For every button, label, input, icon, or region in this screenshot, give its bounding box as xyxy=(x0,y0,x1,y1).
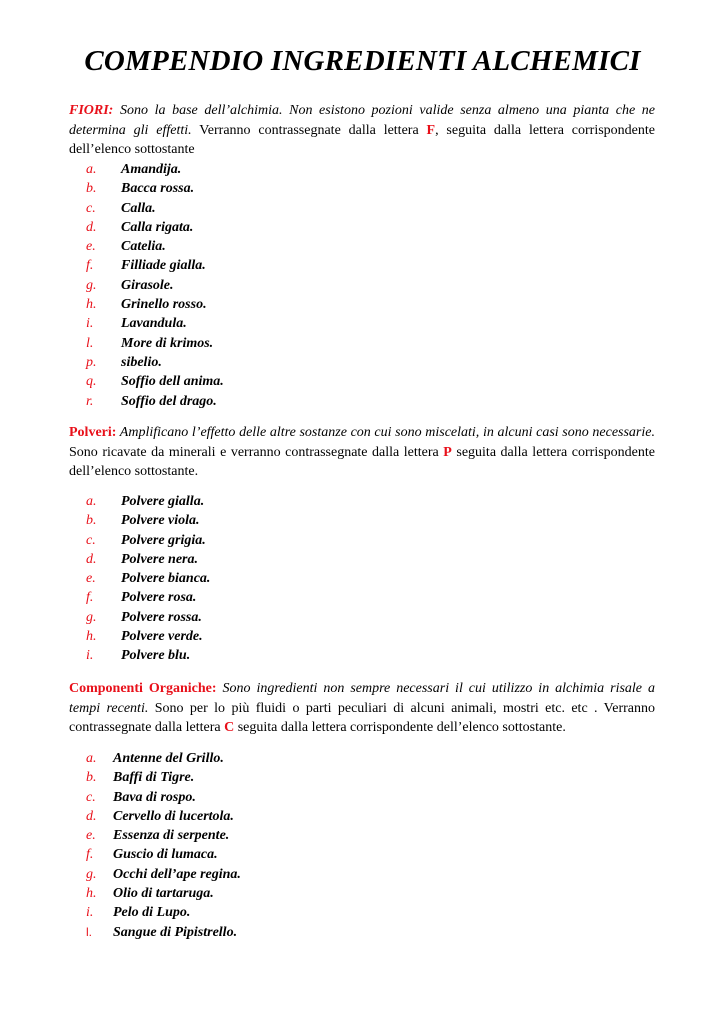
list-item xyxy=(86,749,241,768)
list-marker: a. xyxy=(86,162,97,177)
organiche-letter: C xyxy=(224,720,235,735)
ingredient-name: Bava di rospo. xyxy=(113,789,196,805)
list-item xyxy=(86,199,224,218)
list-marker: d. xyxy=(86,551,97,567)
list-item xyxy=(86,334,224,353)
list-item xyxy=(86,923,241,942)
list-marker: c. xyxy=(86,789,96,805)
page-title: COMPENDIO INGREDIENTI ALCHEMICI xyxy=(84,45,641,77)
list-item xyxy=(86,865,241,884)
list-item xyxy=(86,807,241,826)
list-item xyxy=(86,237,224,256)
list-item xyxy=(86,608,210,627)
ingredient-name: Polvere viola. xyxy=(121,513,200,529)
list-marker: h. xyxy=(86,886,97,902)
list-item xyxy=(86,627,210,646)
list-item xyxy=(86,392,224,411)
ingredient-name: Polvere bianca. xyxy=(121,571,211,587)
ingredient-name: Grinello rosso. xyxy=(121,297,207,313)
polveri-paragraph xyxy=(69,423,655,482)
ingredient-name: Girasole. xyxy=(121,277,174,293)
organiche-label: Componenti Organiche: xyxy=(69,681,217,696)
ingredient-name: Pelo di Lupo. xyxy=(113,905,191,921)
ingredient-name: Calla. xyxy=(121,200,156,216)
list-item xyxy=(86,160,224,179)
ingredient-name: Bacca rossa. xyxy=(121,181,195,197)
list-marker: b. xyxy=(86,770,97,786)
ingredient-name: Olio di tartaruga. xyxy=(113,886,214,902)
fiori-paragraph xyxy=(69,101,655,160)
polveri-label: Polveri: xyxy=(69,425,117,440)
ingredient-name: Polvere nera. xyxy=(121,551,198,567)
list-item xyxy=(86,646,210,665)
list-item xyxy=(86,179,224,198)
list-item xyxy=(86,276,224,295)
ingredient-name: Filliade gialla. xyxy=(121,258,206,274)
list-marker: i. xyxy=(86,648,94,664)
list-marker: e. xyxy=(86,571,96,587)
ingredient-name: Polvere blu. xyxy=(121,648,191,664)
ingredient-name: Cervello di lucertola. xyxy=(113,808,234,824)
list-item xyxy=(86,314,224,333)
list-item xyxy=(86,550,210,569)
polveri-intro: Amplificano l’effetto delle altre sostanze con cui sono miscelati, in alcuni casi sono necessarie. xyxy=(116,425,655,440)
list-marker: e. xyxy=(86,828,96,844)
fiori-text-before: Verranno contrassegnate dalla lettera xyxy=(191,122,427,138)
list-marker: d. xyxy=(86,219,97,235)
list-item xyxy=(86,372,224,391)
list-marker: c. xyxy=(86,532,96,548)
list-marker: r. xyxy=(86,393,94,409)
list-marker: i. xyxy=(86,905,94,921)
list-item xyxy=(86,492,210,511)
polveri-text-after: seguita dalla lettera corrispondente dell’elenco sottostante. xyxy=(69,444,655,479)
ingredient-name: More di krimos. xyxy=(121,335,214,351)
ingredient-name: Polvere rossa. xyxy=(121,609,202,625)
ingredient-name: Essenza di serpente. xyxy=(113,828,230,844)
list-marker: p. xyxy=(86,354,97,370)
list-marker: h. xyxy=(86,297,97,313)
list-item xyxy=(86,768,241,787)
list-item xyxy=(86,845,241,864)
list-marker: f. xyxy=(86,590,94,606)
list-marker: a. xyxy=(86,494,97,509)
ingredient-name: Polvere gialla. xyxy=(121,494,205,509)
polveri-list xyxy=(86,492,210,666)
list-marker: c. xyxy=(86,200,96,216)
list-marker: g. xyxy=(86,277,97,293)
ingredient-name: Polvere rosa. xyxy=(121,590,197,606)
ingredient-name: Soffio del drago. xyxy=(121,393,217,409)
list-marker: a. xyxy=(86,751,97,766)
ingredient-name: Calla rigata. xyxy=(121,219,194,235)
organiche-paragraph xyxy=(69,679,655,738)
list-item xyxy=(86,353,224,372)
polveri-letter: P xyxy=(443,444,452,460)
ingredient-name: Guscio di lumaca. xyxy=(113,847,218,863)
fiori-label: FIORI: xyxy=(69,103,114,118)
list-item xyxy=(86,569,210,588)
organiche-text-before: Sono per lo più fluidi o parti peculiari di alcuni animali, mostri etc. etc . Verranno contrassegnate dalla lettera xyxy=(69,700,655,735)
list-item xyxy=(86,903,241,922)
list-marker: b. xyxy=(86,181,97,197)
ingredient-name: Soffio dell anima. xyxy=(121,374,224,390)
ingredient-name: Catelia. xyxy=(121,239,166,255)
list-marker: q. xyxy=(86,374,97,390)
list-marker: f. xyxy=(86,847,94,863)
list-marker: e. xyxy=(86,239,96,255)
ingredient-name: sibelio. xyxy=(121,354,162,370)
fiori-intro: Sono la base dell’alchimia. Non esistono pozioni valide senza almeno una pianta che ne determina gli effetti. xyxy=(69,103,655,138)
fiori-letter: F xyxy=(426,122,436,138)
ingredient-name: Polvere verde. xyxy=(121,629,203,645)
fiori-text-after: , seguita dalla lettera corrispondente dell’elenco sottostante xyxy=(69,122,655,157)
list-item xyxy=(86,588,210,607)
list-item xyxy=(86,295,224,314)
list-marker: d. xyxy=(86,808,97,824)
polveri-text-before: Sono ricavate da minerali e verranno contrassegnate dalla lettera xyxy=(69,444,444,460)
list-marker: f. xyxy=(86,258,94,274)
list-marker: i. xyxy=(86,316,94,332)
list-item xyxy=(86,788,241,807)
ingredient-name: Polvere grigia. xyxy=(121,532,206,548)
list-item xyxy=(86,256,224,275)
organiche-text-after: seguita dalla lettera corrispondente dell’elenco sottostante. xyxy=(234,720,566,735)
ingredient-name: Lavandula. xyxy=(121,316,187,332)
ingredient-name: Amandija. xyxy=(121,162,182,177)
ingredient-name: Baffi di Tigre. xyxy=(113,770,195,786)
list-marker: g. xyxy=(86,866,97,882)
ingredient-name: Antenne del Grillo. xyxy=(113,751,224,766)
organiche-list xyxy=(86,749,241,942)
list-marker: h. xyxy=(86,629,97,645)
list-item xyxy=(86,884,241,903)
list-marker: b. xyxy=(86,513,97,529)
list-marker: l. xyxy=(86,924,92,939)
list-item xyxy=(86,531,210,550)
list-item xyxy=(86,511,210,530)
fiori-list xyxy=(86,160,224,411)
ingredient-name: Sangue di Pipistrello. xyxy=(113,924,238,940)
ingredient-name: Occhi dell’ape regina. xyxy=(113,866,241,882)
list-marker: g. xyxy=(86,609,97,625)
list-item xyxy=(86,218,224,237)
organiche-intro: Sono ingredienti non sempre necessari il cui utilizzo in alchimia risale a tempi recenti. xyxy=(69,681,655,716)
list-item xyxy=(86,826,241,845)
list-marker: l. xyxy=(86,335,94,351)
